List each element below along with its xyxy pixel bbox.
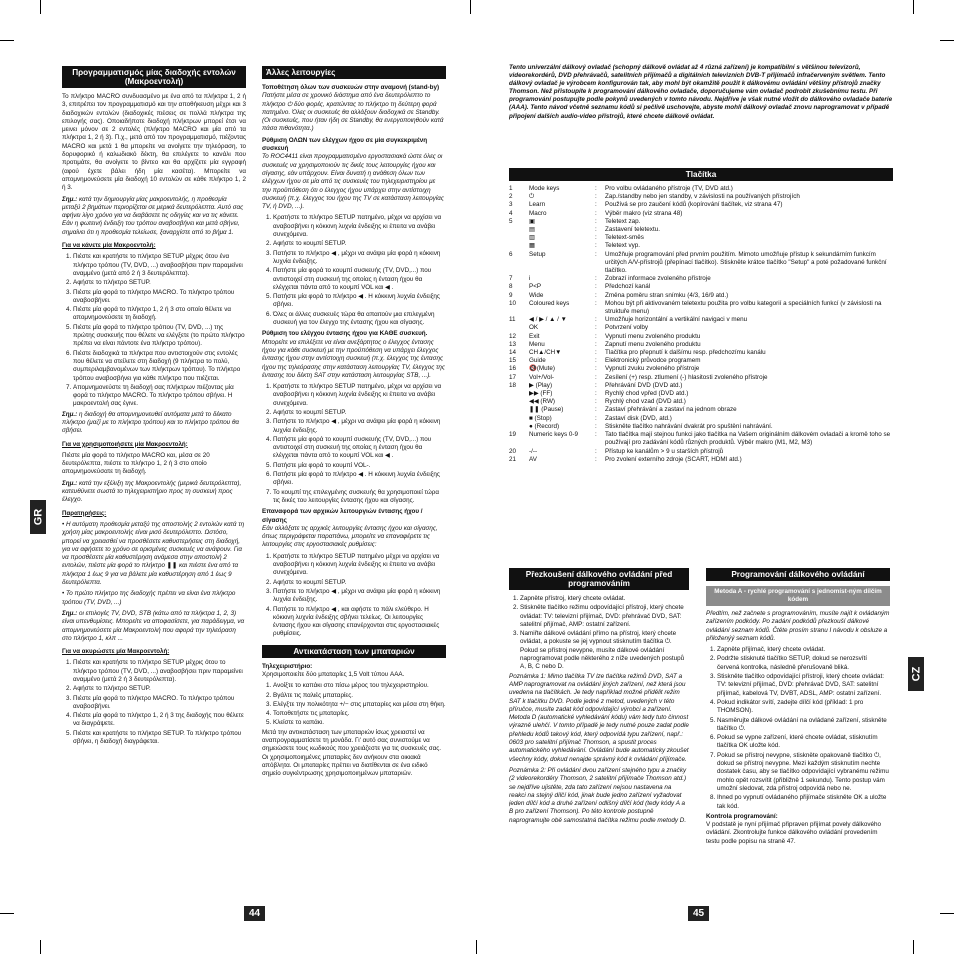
key-name: Wide [529, 291, 544, 299]
crop-mark [40, 0, 41, 14]
macro-intro: Το πλήκτρο MACRO συνδυασμένο με ένα από τα πλήκτρα 1, 2 ή 3, επιτρέπει τον προγραμματισμό και την αποθήκευση μέχρι και 3 διαδοχικών εντολών (διαδοχικές πιέσεις σε πολλά πλήκτρα της επιλογής σας). Οποιαδήποτε διαδοχή πλήκτρων μπορεί έτσι να μεινει μόνον σε 2 εντολές (πλήκτρο MACRO και μία από τα πλήκτρα 1, 2 ή 3). Π.χ., μετά από τον προγραμματισμό, πιέζοντας MACRO και μετά 1 θα μπορείτε να ανοίγετε την τηλεόραση, το δορυφορικό ή καλωδιακό δέκτη, θα επιλέγετε το κανάλι που προτιμάτε, θα ανοίγετε το βίντεο και θα αρχίζετε μία εγγραφή (αφού έχετε βάλει ήδη μία κασέτα). Μπορείτε να απομνημονεύσετε μία διαδοχή 10 εντολών σε κάθε πλήκτρο 1, 2 ή 3. [62, 93, 246, 192]
step-item: 3. Πιέστε μία φορά το πλήκτρο MACRO. Το πλήκτρο τρόπου αναβοσβήνει. [73, 695, 246, 712]
battery-steps [262, 682, 446, 727]
key-description: Stiskněte tlačítko nahrávání dvakrát pro spuštění nahrávání. [605, 422, 773, 430]
programming-heading: Programování dálkového ovládání [706, 568, 890, 581]
key-description: Umožňuje horizontální a vertikální navigaci v menu [605, 316, 748, 324]
key-number: 12 [509, 332, 517, 340]
key-name: AV [529, 455, 537, 463]
macro-note-2: Σημ.: η διαδοχή θα απομνημονευθεί αυτόματα μετά το δέκατο πλήκτρο (μαζί με το πλήκτρο τρόπου) και το πλήκτρο τρόπου θα σβήσει. [62, 410, 239, 435]
key-separator: : [595, 201, 597, 209]
key-separator: : [595, 398, 597, 406]
crop-mark [940, 913, 954, 914]
key-description: Zesílení (+) resp. ztlumení (-) hlasitosti zvoleného přístroje [605, 373, 768, 381]
volume-each-heading: Ρύθμιση του ελέγχου έντασης ήχου για ΚΑΘΕ συσκευή. [262, 330, 428, 338]
key-description: Pro volbu ovládaného přístroje (TV, DVD atd.) [605, 185, 733, 192]
step-item: 1. Zapněte přijímač, který chcete ovládat. [717, 646, 890, 654]
key-number: 1 [509, 185, 513, 192]
volume-each-steps [262, 383, 446, 505]
key-name: P<P [529, 283, 542, 291]
key-description: Zap./standby nebo jen standby, v závislosti na používaných přístrojích [605, 193, 800, 201]
key-description: Tato tlačítka mají stejnou funkci jako tlačítka na Vašem originálním dálkovém ovladači a kromě toho se používají pro zadávání kódů různých produktů. Výběr makro (M1, M2, M3) [605, 431, 891, 447]
key-separator: : [595, 226, 597, 234]
method-a-heading: Metoda A - rychlé programování s jednomíst-ným dílčím kódem [706, 586, 890, 606]
key-number: 9 [509, 291, 513, 299]
key-description: Vypnutí menu zvoleného produktu [605, 332, 701, 340]
use-macro-heading: Για να χρησιμοποιήσετε μία Μακροεντολή: [62, 440, 188, 448]
language-tab-cz: CZ [908, 657, 924, 691]
step-item: 4. Πατήστε μία φορά το κουμπί συσκευής (TV, DVD,...) που αντιστοιχεί στη συσκευή της οποίας η ένταση ήχου θα ελέγχεται πάντα από το κουμπί VOL και ◀ . [273, 436, 446, 461]
key-separator: : [595, 373, 597, 381]
key-separator: : [595, 414, 597, 422]
key-name: ▤ [529, 226, 535, 234]
key-row [509, 456, 893, 464]
key-description: Potvrzení volby [605, 324, 649, 332]
check-note-2: Poznámka 2: Při ovládání dvou zařízení stejného typu a značky (2 videorekordéry Thomson, 2 satelitní přijímače Thomson atd.) se nejdříve ujistěte, zda tato zařízení nejsou nastavena na reakci na stejný dílčí kód, jinak bude jedno zařízení vyžadovat jeden dílčí kód a druhé zařízení odlišný dílčí kód (tedy kódy A a B pro zařízení Thomson). Po této kontrole postupně naprogramujte obě samostatná tlačítka režimu podle metody D. [509, 766, 687, 824]
volume-each-text: Μπορείτε να επιλέξετε να είναι ανεξάρτητος ο έλεγχος έντασης ήχου για κάθε συσκευή με την προϋπόθεση να υπάρχει έλεγχος έντασης ήχου στην αντίστοιχη συσκευή (π.χ. έλεγχος της έντασης ήχου της τηλεόρασης στην κατάσταση λειτουργίας TV, έλεγχος της έντασης του δέκτη SAT στην κατάσταση λειτουργίας STB, ...). [262, 338, 445, 379]
key-name: Menu [529, 340, 545, 348]
intro-text: Tento univerzální dálkový ovladač (schopný dálkově ovládat až 4 různá zařízení) je kompatibilní s většinou televizorů, videorekordérů, DVD přehrávačů, satelitních přijímačů a digitálních televizních DVB-T přijímačů infračerveným světlem. Tento dálkový ovladač je výrobcem konfigurován tak, aby mohl být okamžitě použit k dálkovému ovládání většiny přístrojů značky Thomson. Než přistoupíte k programování dálkového ovladače, doporučujeme vám ovladač podrobit zkušebnímu testu. Při programování postupujte podle pokynů uvedených v tomto návodu. Nejdříve je však nutné vložit do dálkového ovladače baterie (AAA). Tento návod včetně seznamu kódů si pečlivě uschovejte, abyste mohli dálkový ovladač znovu naprogramovat v případě připojení dalších audio-video přístrojů, které chcete dálkově ovládat. [509, 64, 893, 120]
key-row [509, 349, 893, 357]
key-separator: : [595, 193, 597, 201]
step-item: 2. Αφήστε το πλήκτρο SETUP. [73, 279, 246, 287]
step-item: 2. Βγάλτε τις παλιές μπαταρίες. [273, 692, 446, 700]
key-separator: : [595, 299, 597, 307]
key-name: -/-- [529, 447, 538, 455]
key-row [509, 390, 893, 398]
step-item: 1. Πιέστε και κρατήστε το πλήκτρο SETUP μέχρις ότου ένα πλήκτρο τρόπου (TV, DVD, ...) αναβοσβήσει πριν παραμείνει αναμμένο (μετά από 2 ή 3 δευτερόλεπτα). [73, 253, 246, 278]
key-separator: : [595, 291, 597, 299]
key-row [509, 333, 893, 341]
key-row [509, 300, 893, 316]
step-item: 6. Πατήστε μία φορά το πλήκτρο ◀ . Η κόκκινη λυχνία ένδειξης σβήνει. [273, 471, 446, 488]
step-item: 3. Πατήστε το πλήκτρο ◀ , μέχρι να ανάψει μία φορά η κόκκινη λυχνία ένδειξης. [273, 588, 446, 605]
key-description: Změna poměru stran snímku (4/3, 16/9 atd.) [605, 291, 729, 299]
key-number [509, 398, 529, 406]
step-item: 1. Πιέστε και κρατήστε το πλήκτρο SETUP μέχρις ότου το πλήκτρο τρόπου (TV, DVD, ...) αναβοσβήσει πριν παραμείνει αναμμένο (μετά 2 ή 3 δευτερόλεπτα). [73, 659, 246, 684]
key-row [509, 324, 893, 332]
key-description: Přehrávání DVD (DVD atd.) [605, 381, 683, 389]
page-number-right: 45 [688, 906, 709, 921]
left-column-1 [62, 66, 246, 876]
key-separator: : [595, 217, 597, 225]
make-macro-heading: Για να κάνετε μία Μακροεντολή: [62, 242, 156, 250]
key-number: 14 [509, 349, 517, 357]
key-name: ▥ [529, 234, 535, 242]
key-name: Vol+/Vol- [529, 373, 555, 381]
step-item: 1. Κρατήστε το πλήκτρο SETUP πατημένο, μέχρι να αρχίσει να αναβοσβήνει η κόκκινη λυχνία ένδειξης κι έπειτα να ανάβει συνεχόμενα. [273, 214, 446, 239]
key-number: 19 [509, 431, 517, 439]
step-item: 2. Αφήστε το πλήκτρο SETUP. [73, 685, 246, 693]
check-section [509, 568, 689, 888]
step-item: 1. Κρατήστε το πλήκτρο SETUP πατημένο, μέχρι να αρχίσει να αναβοσβήνει η κόκκινη λυχνία ένδειξης κι έπειτα να ανάβει συνεχόμενα. [273, 383, 446, 408]
key-description: Přístup ke kanálům > 9 u starších přístrojů [605, 447, 724, 455]
key-row [509, 431, 893, 447]
step-item: 1. Zapněte přístroj, který chcete ovládat. [520, 595, 689, 603]
volume-reset-heading: Επαναφορά των αρχικών λειτουργιών έντασης ήχου / σίγασης [262, 508, 423, 524]
standby-all-heading: Τοποθέτηση όλων των συσκευών στην αναμονή (stand-by) [262, 84, 440, 91]
key-number: 4 [509, 209, 513, 217]
control-heading: Kontrola programování: [706, 812, 778, 820]
crop-mark [0, 40, 14, 41]
step-item: 5. Nasměrujte dálkové ovládání na ovládané zařízení, stiskněte tlačítko ⏻. [717, 717, 890, 734]
battery-heading: Αντικατάσταση των μπαταριών [262, 645, 446, 658]
key-row [509, 365, 893, 373]
key-row [509, 201, 893, 209]
key-separator: : [595, 332, 597, 340]
key-number [509, 390, 529, 398]
step-item: 1. Κρατήστε το πλήκτρο SETUP πατημένο μέχρι να αρχίσει να αναβοσβήνει η κόκκινη λυχνία ένδειξης κι έπειτα να ανάβει συνεχόμενα. [273, 553, 446, 578]
key-separator: : [595, 185, 597, 192]
left-column-2 [262, 66, 446, 876]
key-name: 🔇(Mute) [529, 365, 556, 373]
step-item: 7. Pokud se přístroj nevypne, stiskněte opakovaně tlačítko ⏻, dokud se přístroj nevypne. Mezi každým stisknutím nechte dostatek času, aby se tlačítko odpovídající vybranému režimu mohlo opět rozsvítit (přibližně 1 sekundu). Tento postup vám umožní sledovat, zda přístroj odpovídá nebo ne. [717, 752, 890, 793]
key-separator: : [595, 390, 597, 398]
right-intro [509, 64, 893, 124]
key-description: Rychlý chod vzad (DVD atd.) [605, 398, 686, 406]
step-item: 2. Stiskněte tlačítko režimu odpovídající přístroji, který chcete ovládat: TV: televizní přijímač, DVD: přehrávač DVD, SAT: satelitní přijímač, AMP: ostatní zařízení. [520, 604, 689, 629]
key-name: Macro [529, 209, 547, 217]
keys-section [509, 168, 893, 464]
step-item: 4. Πιέστε μία φορά το πλήκτρο 1, 2 ή 3 της διαδοχής που θέλετε να διαγράψετε. [73, 712, 246, 729]
key-description: Výběr makro (viz strana 48) [605, 209, 683, 217]
step-item: 2. Podržte stisknuté tlačítko SETUP, dokud se nerozsvítí červená kontrolka, následně přerušovaně bliká. [717, 655, 890, 672]
key-description: Rychlý chod vpřed (DVD atd.) [605, 390, 689, 398]
key-description: Zobrazí informace zvoleného přístroje [605, 275, 711, 283]
volume-all-steps [262, 214, 446, 327]
step-item: 5. Πιέστε μία φορά το πλήκτρο τρόπου (TV, DVD, ...) της πρώτης συσκευής που θέλετε να ελέγξετε (το πρώτο πλήκτρο πρέπει να είναι πάντοτε ένα πλήκτρο τρόπου). [73, 324, 246, 349]
key-separator: : [595, 242, 597, 250]
key-separator: : [595, 349, 597, 357]
crop-mark [476, 940, 477, 954]
step-item: 4. Pokud indikátor svítí, zadejte dílčí kód (příklad: 1 pro THOMSON). [717, 699, 890, 716]
cancel-macro-heading: Για να ακυρώσετε μία Μακροεντολή: [62, 648, 170, 656]
key-description: Zapnutí menu zvoleného produktu [605, 340, 701, 348]
crop-mark [940, 40, 954, 41]
remarks-list [62, 521, 246, 607]
key-row [509, 382, 893, 390]
key-name: Learn [529, 201, 546, 209]
method-a-intro: Předtím, než začnete s programováním, musíte najít k ovládaným zařízením podkódy. Po zadání podkódů přezkouší dálkové ovládání seznam kódů. Čtěte prosím stranu I návodu k obsluze a přiloženýý seznam kódů. [706, 610, 890, 642]
step-item: 7. Το κουμπί της επιλεγμένης συσκευής θα χρησιμοποιεί τώρα τις δικές του λειτουργίες έντασης ήχου και σίγασης. [273, 489, 446, 506]
key-number: 5 [509, 217, 513, 225]
step-item: 3. Namiřte dálkové ovládání přímo na přístroj, který chcete ovládat, a pokuste se jej vypnout stisknutím tlačítka ⏻. Pokud se přístroj nevypne, musíte dálkové ovládání naprogramovat podle některého z níže uvedených postupů A, B, C nebo D. [520, 630, 689, 671]
key-row [509, 357, 893, 365]
key-number: 7 [509, 275, 513, 283]
remark-item: • Το πρώτο πλήκτρο της διαδοχής πρέπει να είναι ένα πλήκτρο τρόπου (TV, DVD, ...) [62, 590, 236, 606]
use-macro-text: Πιέστε μία φορά το πλήκτρο MACRO και, μέσα σε 20 δευτερόλεπτα, πιέστε το πλήκτρο 1, 2 ή 3 στο οποίο απομνημονεύσατε τη διαδοχή. [62, 451, 210, 476]
step-item: 5. Πατήστε μία φορά το πλήκτρο ◀ . Η κόκκινη λυχνία ένδειξης σβήνει. [273, 293, 446, 310]
step-item: 2. Αφήστε το κουμπί SETUP. [273, 409, 446, 417]
crop-mark [913, 940, 914, 954]
step-item: 3. Ελέγξτε την πολικότητα +/− στις μπαταρίες και μέσα στη θήκη. [273, 701, 446, 709]
key-number: 10 [509, 299, 517, 307]
key-row [509, 415, 893, 423]
standby-all-text: Πατήστε μέσα σε χρονικό διάστημα από ένα δευτερόλεπτο το πλήκτρο ⏻ δύο φορές, κρατώντας το πλήκτρο τη δεύτερη φορά πατημένο. Όλες οι συσκευές θα αλλάξουν διαδοχικά σε Standby. (Οι συσκευές, που ήταν ήδη σε Standby, θα ενεργοποιηθούν κατά πάσα πιθανότητα.) [262, 92, 444, 133]
key-row [509, 316, 893, 324]
key-row [509, 251, 893, 276]
check-note-1: Poznámka 1: Mimo tlačítka TV lze tlačítka režimů DVD, SAT a AMP naprogramovat na ovládání jiných zařízení, než která jsou uvedena na tlačítkách. Je tedy například možné přidělit režim SAT k tlačítku DVD. Podle jedné z metod, uvedených v této příručce, musíte zadat kód odpovídající výrobci a zařízení. Metoda D (automatické vyhledávání kódu) vám tedy tuto činnost výrazně ulehčí. V tomto případě je tedy nutné pouze zadat podle přehledu kódů takový kód, který odpovídá typu zařízení, např.: 0603 pro satelitní přijímač Thomson, a spustit proces automatického vyhledávání. Ovládání bude automaticky zkoušet všechny kódy, dokud nenajde správný kód k ovládání přijímače. [509, 672, 689, 763]
page-number-left: 44 [244, 906, 265, 921]
key-row [509, 226, 893, 234]
key-row [509, 275, 893, 283]
key-name: ● (Record) [529, 422, 560, 430]
step-item: 5. Πιέστε και κρατήστε το πλήκτρο SETUP. Το πλήκτρο τρόπου σβήνει, η διαδοχή διαγράφεται. [73, 730, 246, 747]
key-description: Teletext vyp. [605, 242, 640, 250]
step-item: 4. Πατήστε το πλήκτρο ◀ , και αφήστε το πάλι ελεύθερο. Η κόκκινη λυχνία ένδειξης σβήνει τελείως. Οι λειτουργίες έντασης ήχου και σίγασης επανέρχονται στις εργοστασιακές ρυθμίσεις. [273, 606, 446, 639]
volume-reset-steps [262, 553, 446, 639]
key-name: Guide [529, 357, 546, 365]
key-description: Vypnutí zvuku zvoleného přístroje [605, 365, 700, 373]
volume-reset-text: Εάν αλλάξατε τις αρχικές λειτουργίες έντασης ήχου και σίγασης, όπως περιγράφεται παραπάνω, μπορείτε να επαναφέρετε τις λειτουργίες στις εργοστασιακές ρυθμίσεις: [262, 524, 438, 549]
key-row [509, 341, 893, 349]
step-item: 7. Απομνημονεύστε τη διαδοχή σας πλήκτρων πιέζοντας μία φορά το πλήκτρο MACRO. Το πλήκτρο τρόπου σβήνει. Η μακροεντολή σας έγινε. [73, 384, 246, 409]
key-name: Coloured keys [529, 299, 570, 307]
key-description: Elektronický průvodce programem [605, 357, 701, 365]
volume-all-text: Το ROC4411 είναι προγραμματισμένο εργοστασιακά ώστε όλες οι συσκευές να χρησιμοποιούν τις δικές τους λειτουργίες ήχου και σίγασης, εάν υπάρχουν. Είναι δυνατή η ανάθεση όλων των ελέγχων ήχου σε μία από τις συσκευές του τηλεχειριστηρίου με την προϋπόθεση ότι ο έλεγχος ήχου υπάρχει στην αντίστοιχη συσκευή (π.χ. έλεγχος του ήχου της TV σε κατάσταση λειτουργίας TV, ή DVD, ...). [262, 153, 444, 211]
key-row [509, 218, 893, 226]
language-tab-gr: GR [30, 500, 46, 534]
key-number: 15 [509, 357, 517, 365]
remarks-heading: Παρατηρήσεις: [62, 509, 107, 517]
battery-text-1: Χρησιμοποιείτε δύο μπαταρίες 1,5 Volt τύπου AAA. [262, 671, 405, 678]
key-number [509, 415, 529, 423]
key-number: 13 [509, 340, 517, 348]
step-item: 5. Κλείστε το καπάκι. [273, 719, 446, 727]
crop-mark [470, 0, 471, 14]
step-item: 6. Όλες οι άλλες συσκευές τώρα θα απαιτούν μια επιλεγμένη συσκευή για τον έλεγχο της έντασης ήχου και σίγασης. [273, 311, 446, 328]
key-separator: : [595, 283, 597, 291]
step-item: 3. Stiskněte tlačítko odpovídající přístroji, který chcete ovládat: TV: televizní přijímač, DVD: přehrávač DVD, SAT: satelitní přijímač, kabelová TV, DVBT, ADSL, AMP: ostatní zařízení. [717, 673, 890, 698]
step-item: 4. Πιέστε μία φορά το πλήκτρο 1, 2 ή 3 στο οποίο θέλετε να απομνημονεύσετε τη διαδοχή. [73, 306, 246, 323]
key-separator: : [595, 316, 597, 324]
key-description: Předchozí kanál [605, 283, 651, 291]
macro-note: Σημ.: κατά την δημιουργία μίας μακροεντολής, η προθεσμία μεταξύ 2 βημάτων περιορίζεται σε μερικά δευτερόλεπτα. Αυτό σας αφήνει λίγο χρόνο για να διαβάσετε τις οδηγίες και να τις κάνετε. Εάν η φωτεινή ένδειξη του τρόπου αναβοσβήνει και μετά σβήνει, σημαίνει ότι η προθεσμία τελείωσε, ξαναρχίστε από το βήμα 1. [62, 195, 244, 236]
key-number: 21 [509, 455, 517, 463]
key-name: ▣ [529, 217, 535, 225]
key-description: Teletext zap. [605, 217, 641, 225]
key-description: Pro zvolení externího zdroje (SCART, HDMI atd.) [605, 455, 742, 463]
step-item: 5. Πατήστε μία φορά το κουμπί VOL-. [273, 462, 446, 470]
key-name: OK [529, 324, 539, 332]
key-description: Teletext-směs [605, 234, 644, 242]
key-row [509, 234, 893, 242]
key-number [509, 226, 529, 234]
method-a-steps [706, 646, 890, 811]
other-functions-heading: Άλλες λειτουργίες [262, 66, 446, 79]
key-separator: : [595, 455, 597, 463]
key-name: Numeric keys 0-9 [529, 431, 578, 439]
key-row [509, 398, 893, 406]
key-name: ❚❚ (Pause) [529, 406, 564, 414]
step-item: 8. Ihned po vypnutí ovládaného přijímače stiskněte OK a uložte tak kód. [717, 794, 890, 811]
key-number: 16 [509, 365, 517, 373]
step-item: 3. Πιέστε μία φορά το πλήκτρο MACRO. Το πλήκτρο τρόπου αναβοσβήνει. [73, 289, 246, 306]
key-row [509, 210, 893, 218]
key-row [509, 423, 893, 431]
key-name: ▶▶ (FF) [529, 390, 553, 398]
step-item: 1. Ανοίξτε το καπάκι στο πίσω μέρος του τηλεχειριστηρίου. [273, 682, 446, 690]
cancel-macro-steps [62, 659, 246, 746]
key-description: Tlačítka pro přepnutí k dalšímu resp. předchozímu kanálu [605, 349, 766, 357]
programming-section [706, 568, 890, 888]
key-number [509, 423, 529, 431]
key-row [509, 374, 893, 382]
key-separator: : [595, 324, 597, 332]
key-separator: : [595, 406, 597, 414]
control-text: V podstatě je nyní přijímač připraven přijímat povely dálkového ovládání. Zkontrolujte funkce dálkového ovládání provedením testu podle popisu na straně 47. [706, 821, 882, 845]
check-heading: Přezkoušení dálkového ovládání před programováním [509, 568, 689, 590]
key-row [509, 185, 893, 193]
key-name: ■ (Stop) [529, 414, 552, 422]
key-separator: : [595, 422, 597, 430]
key-number: 3 [509, 201, 513, 209]
key-separator: : [595, 365, 597, 373]
battery-text-2: Μετά την αντικατάσταση των μπαταριών ίσως χρειαστεί να αναπρογραμματίσετε τη μονάδα. Γι' αυτό σας συνιστούμε να σημειώσετε τους κωδικούς που χρειάζεστε για τις συσκευές σας. Οι χρησιμοποιημένες μπαταρίες δεν ανήκουν στα οικιακά απόβλητα. Οι μπαταρίες πρέπει να διατίθενται σε ένα ειδικό σημείο συγκέντρωσης χρησιμοποιημένων μπαταριών. [262, 728, 442, 778]
step-item: 6. Pokud se vypne zařízení, které chcete ovládat, stisknutím tlačítka OK uložte kód. [717, 734, 890, 751]
key-description: Zastavení teletextu. [605, 226, 660, 234]
key-row [509, 242, 893, 250]
macro-note-3: Σημ.: κατά την εξέλιξη της Μακροεντολής (μερικά δευτερόλεπτα), κατευθύνετε σωστά το τηλεχειριστήριο προς τη συσκευή προς έλεγχο. [62, 479, 242, 504]
key-row [509, 283, 893, 291]
key-number [509, 234, 529, 242]
key-number: 20 [509, 447, 517, 455]
key-name: ▶ (Play) [529, 381, 553, 389]
key-description: Umožňuje programování před prvním použitím. Mimoto umožňuje přístup k sekundárním funkcím určitých A/V-přístrojů (přepínací tlačítko). Stiskněte krátce tlačítko "Setup" a poté požadované funkční tlačítko. [605, 250, 887, 275]
key-separator: : [595, 431, 597, 439]
key-number: 17 [509, 373, 517, 381]
key-number [509, 324, 529, 332]
crop-mark [913, 0, 914, 14]
step-item: 3. Πατήστε το πλήκτρο ◀ , μέχρι να ανάψει μία φορά η κόκκινη λυχνία ένδειξης. [273, 418, 446, 435]
key-row [509, 292, 893, 300]
macro-heading: Προγραμματισμός μίας διαδοχής εντολών (Μακροεντολή) [62, 66, 246, 88]
key-name: CH▲/CH▼ [529, 349, 562, 357]
volume-all-heading: Ρύθμιση ΟΛΩΝ των ελέγχων ήχου σε μία συγκεκριμένη συσκευή [262, 136, 428, 153]
key-name: Mode keys [529, 185, 560, 192]
step-item: 2. Αφήστε το κουμπί SETUP. [273, 579, 446, 587]
key-name: ◀ / ▶ / ▲ / ▼ [529, 316, 567, 324]
key-description: Zastaví přehrávání a zastaví na jednom obraze [605, 406, 737, 414]
step-item: 3. Πατήστε το πλήκτρο ◀ , μέχρι να ανάψει μία φορά η κόκκινη λυχνία ένδειξης. [273, 250, 446, 267]
key-row [509, 406, 893, 414]
key-name: ⏻ [529, 193, 534, 201]
step-item: 2. Αφήστε το κουμπί SETUP. [273, 240, 446, 248]
keys-heading: Tlačítka [509, 168, 893, 181]
key-separator: : [595, 275, 597, 283]
key-separator: : [595, 250, 597, 258]
keys-table [509, 185, 893, 464]
key-description: Zastaví disk (DVD, atd.) [605, 414, 672, 422]
key-row [509, 448, 893, 456]
crop-mark [0, 913, 14, 914]
key-number: 11 [509, 316, 516, 324]
key-separator: : [595, 357, 597, 365]
key-number [509, 406, 529, 414]
key-name: Exit [529, 332, 540, 340]
step-item: 6. Πιέστε διαδοχικά τα πλήκτρα που αντιστοιχούν στις εντολές που θέλετε να στείλετε στη διαδοχή (9 πλήκτρα το πολύ, συμπεριλαμβανομένων των πλήκτρων τρόπου). Το πλήκτρο τρόπου αναβοσβήνει για κάθε πλήκτρο που πιέζεται. [73, 350, 246, 383]
key-name: ◀◀ (RW) [529, 398, 556, 406]
crop-mark [40, 940, 41, 954]
key-name: ▦ [529, 242, 535, 250]
remark-item: • Η αυτόματη προθεσμία μεταξύ της αποστολής 2 εντολών κατά τη χρήση μίας μακροεντολής είναι μισό δευτερόλεπτο. Ωστόσο, μπορεί να χρειασθεί να προσθέσετε καθυστερήσεις στη διαδοχή, για να αφήσετε το χρόνο σε ορισμένες συσκευές να ανάψουν. Για να προσθέσετε μία καθυστέρηση ανάμεσα στην αποστολή 2 εντολών, πιέστε μία φορά το πλήκτρο ❚❚ και πιέστε ένα από τα πλήκτρα 1 έως 9 για να βάλετε μία καθυστέρηση από 1 έως 9 δευτερόλεπτα. [62, 520, 245, 587]
battery-subheading: Τηλεχειριστήριο: [262, 662, 313, 670]
macro-note-4: Σημ.: οι επιλογές TV, DVD, STB (κάτω από τα πλήκτρα 1, 2, 3) είναι υπενθυμίσεις. Μπορείτε να αποφασίσετε, για παράδειγμα, να απομνημονεύσετε μία Μακροεντολή που αφορά την τηλεόραση στο πλήκτρο 1, κλπ ... [62, 609, 245, 642]
key-separator: : [595, 209, 597, 217]
check-steps [509, 595, 689, 672]
step-item: 4. Τοποθετήστε τις μπαταρίες. [273, 710, 446, 718]
key-name: i [529, 275, 531, 283]
key-description: Mohou být při aktivovaném teletextu použita pro volbu kategorií a speciálních funkcí (v závislosti na struktuře menu) [605, 299, 882, 316]
key-separator: : [595, 340, 597, 348]
step-item: 4. Πατήστε μία φορά το κουμπί συσκευής (TV, DVD,...) που αντιστοιχεί στη συσκευή της οποίας η ένταση ήχου θα ελέγχεται πάντα από το κουμπί VOL και ◀ . [273, 267, 446, 292]
key-number: 8 [509, 283, 513, 291]
key-separator: : [595, 234, 597, 242]
key-separator: : [595, 381, 597, 389]
key-number [509, 242, 529, 250]
key-number: 6 [509, 250, 513, 258]
key-description: Používá se pro zaučení kódů (kopírování tlačítek, viz strana 47) [605, 201, 783, 209]
key-name: Setup [529, 250, 546, 258]
key-separator: : [595, 447, 597, 455]
key-number: 2 [509, 193, 513, 201]
make-macro-steps [62, 253, 246, 408]
key-number: 18 [509, 381, 517, 389]
